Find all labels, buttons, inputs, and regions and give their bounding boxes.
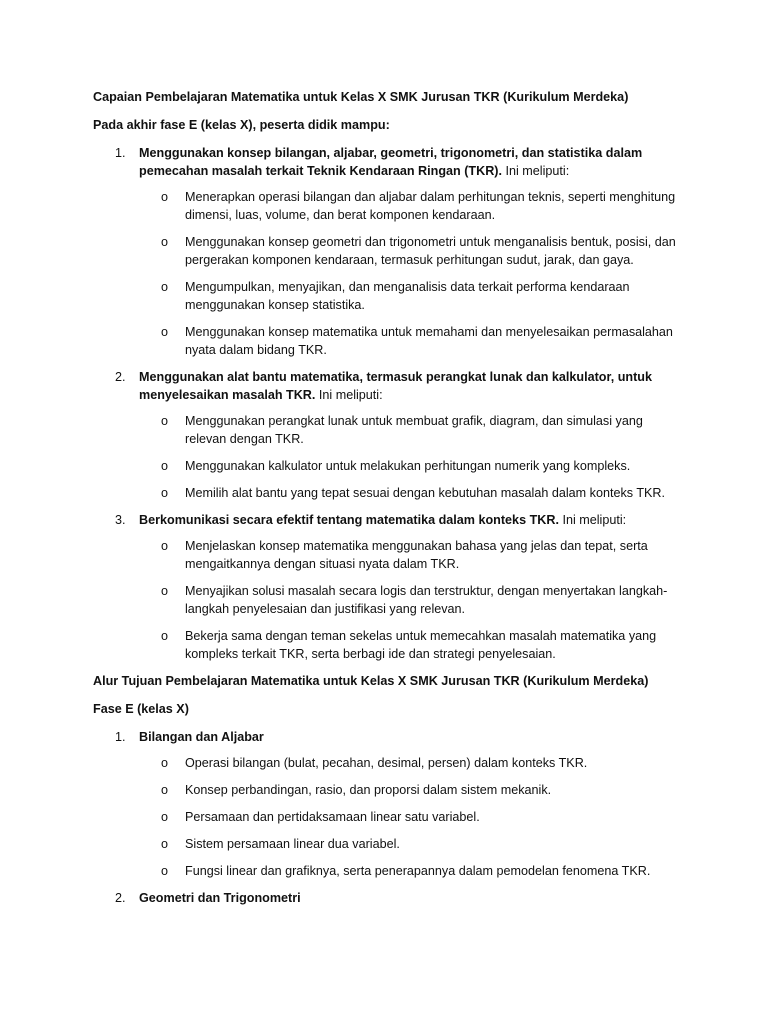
phase-heading: Fase E (kelas X) [93,702,189,716]
bullet-icon: o [161,629,169,643]
list-item [139,457,683,475]
list-item [139,484,683,502]
item-title: Berkomunikasi secara efektif tentang matematika dalam konteks TKR. [139,513,559,527]
list-item [139,754,683,772]
item-title: Geometri dan Trigonometri [139,891,301,905]
list-item [139,862,683,880]
bullet-icon: o [161,783,169,797]
bullet-icon: o [161,325,169,339]
list-item [139,627,683,663]
bullet-icon: o [161,810,169,824]
bullet-icon: o [161,756,169,770]
numbered-item-bilangan-aljabar [93,728,683,880]
section-title-alur: Alur Tujuan Pembelajaran Matematika untuk Kelas X SMK Jurusan TKR (Kurikulum Merdeka) [93,674,649,688]
list-item [139,582,683,618]
section-intro: Pada akhir fase E (kelas X), peserta didik mampu: [93,118,390,132]
item-number: 1. [115,730,126,744]
bullet-text: Menggunakan konsep matematika untuk memahami dan menyelesaikan permasalahan nyata dalam bidang TKR. [185,325,673,357]
numbered-item-2 [93,368,683,502]
item-suffix: Ini meliputi: [502,164,570,178]
bullet-icon: o [161,837,169,851]
bullet-list [139,754,683,880]
item-title: Bilangan dan Aljabar [139,730,264,744]
bullet-text: Sistem persamaan linear dua variabel. [185,837,400,851]
item-title: Menggunakan konsep bilangan, aljabar, geometri, trigonometri, dan statistika dalam pemecahan masalah terkait Teknik Kendaraan Ringan (TKR). [139,146,643,178]
list-item [139,835,683,853]
bullet-text: Menggunakan konsep geometri dan trigonometri untuk menganalisis bentuk, posisi, dan pergerakan komponen kendaraan, termasuk perhitungan sudut, jarak, dan gaya. [185,235,676,267]
item-number: 3. [115,513,126,527]
list-item [139,781,683,799]
item-number: 2. [115,891,126,905]
item-suffix: Ini meliputi: [315,388,383,402]
bullet-icon: o [161,459,169,473]
item-title: Menggunakan alat bantu matematika, termasuk perangkat lunak dan kalkulator, untuk menyelesaikan masalah TKR. [139,370,652,402]
bullet-text: Menjelaskan konsep matematika menggunakan bahasa yang jelas dan tepat, serta mengaitkannya dengan situasi nyata dalam TKR. [185,539,648,571]
bullet-icon: o [161,539,169,553]
bullet-text: Fungsi linear dan grafiknya, serta penerapannya dalam pemodelan fenomena TKR. [185,864,651,878]
bullet-text: Menyajikan solusi masalah secara logis dan terstruktur, dengan menyertakan langkah-langkah penyelesaian dan justifikasi yang relevan. [185,584,668,616]
bullet-text: Bekerja sama dengan teman sekelas untuk memecahkan masalah matematika yang kompleks terkait TKR, serta berbagi ide dan strategi penyelesaian. [185,629,657,661]
item-number: 1. [115,146,126,160]
bullet-list [139,188,683,359]
list-item [139,188,683,224]
bullet-list [139,412,683,502]
bullet-icon: o [161,235,169,249]
bullet-icon: o [161,864,169,878]
numbered-item-3 [93,511,683,663]
bullet-text: Konsep perbandingan, rasio, dan proporsi dalam sistem mekanik. [185,783,552,797]
bullet-text: Menggunakan perangkat lunak untuk membuat grafik, diagram, dan simulasi yang relevan dengan TKR. [185,414,643,446]
bullet-text: Menerapkan operasi bilangan dan aljabar dalam perhitungan teknis, seperti menghitung dimensi, luas, volume, dan berat komponen kendaraan. [185,190,676,222]
document-body [93,88,683,916]
numbered-item-geometri-trigonometri [93,889,683,907]
list-item [139,537,683,573]
bullet-text: Menggunakan kalkulator untuk melakukan perhitungan numerik yang kompleks. [185,459,631,473]
item-number: 2. [115,370,126,384]
list-item [139,323,683,359]
list-item [139,808,683,826]
bullet-text: Mengumpulkan, menyajikan, dan menganalisis data terkait performa kendaraan menggunakan konsep statistika. [185,280,630,312]
bullet-text: Operasi bilangan (bulat, pecahan, desimal, persen) dalam konteks TKR. [185,756,588,770]
bullet-list [139,537,683,663]
section-title-capaian: Capaian Pembelajaran Matematika untuk Kelas X SMK Jurusan TKR (Kurikulum Merdeka) [93,90,629,104]
bullet-icon: o [161,584,169,598]
bullet-icon: o [161,280,169,294]
bullet-icon: o [161,414,169,428]
list-item [139,278,683,314]
bullet-icon: o [161,190,169,204]
list-item [139,412,683,448]
item-suffix: Ini meliputi: [558,513,627,527]
list-item [139,233,683,269]
bullet-text: Memilih alat bantu yang tepat sesuai dengan kebutuhan masalah dalam konteks TKR. [185,486,666,500]
bullet-text: Persamaan dan pertidaksamaan linear satu variabel. [185,810,480,824]
bullet-icon: o [161,486,169,500]
numbered-item-1 [93,144,683,359]
